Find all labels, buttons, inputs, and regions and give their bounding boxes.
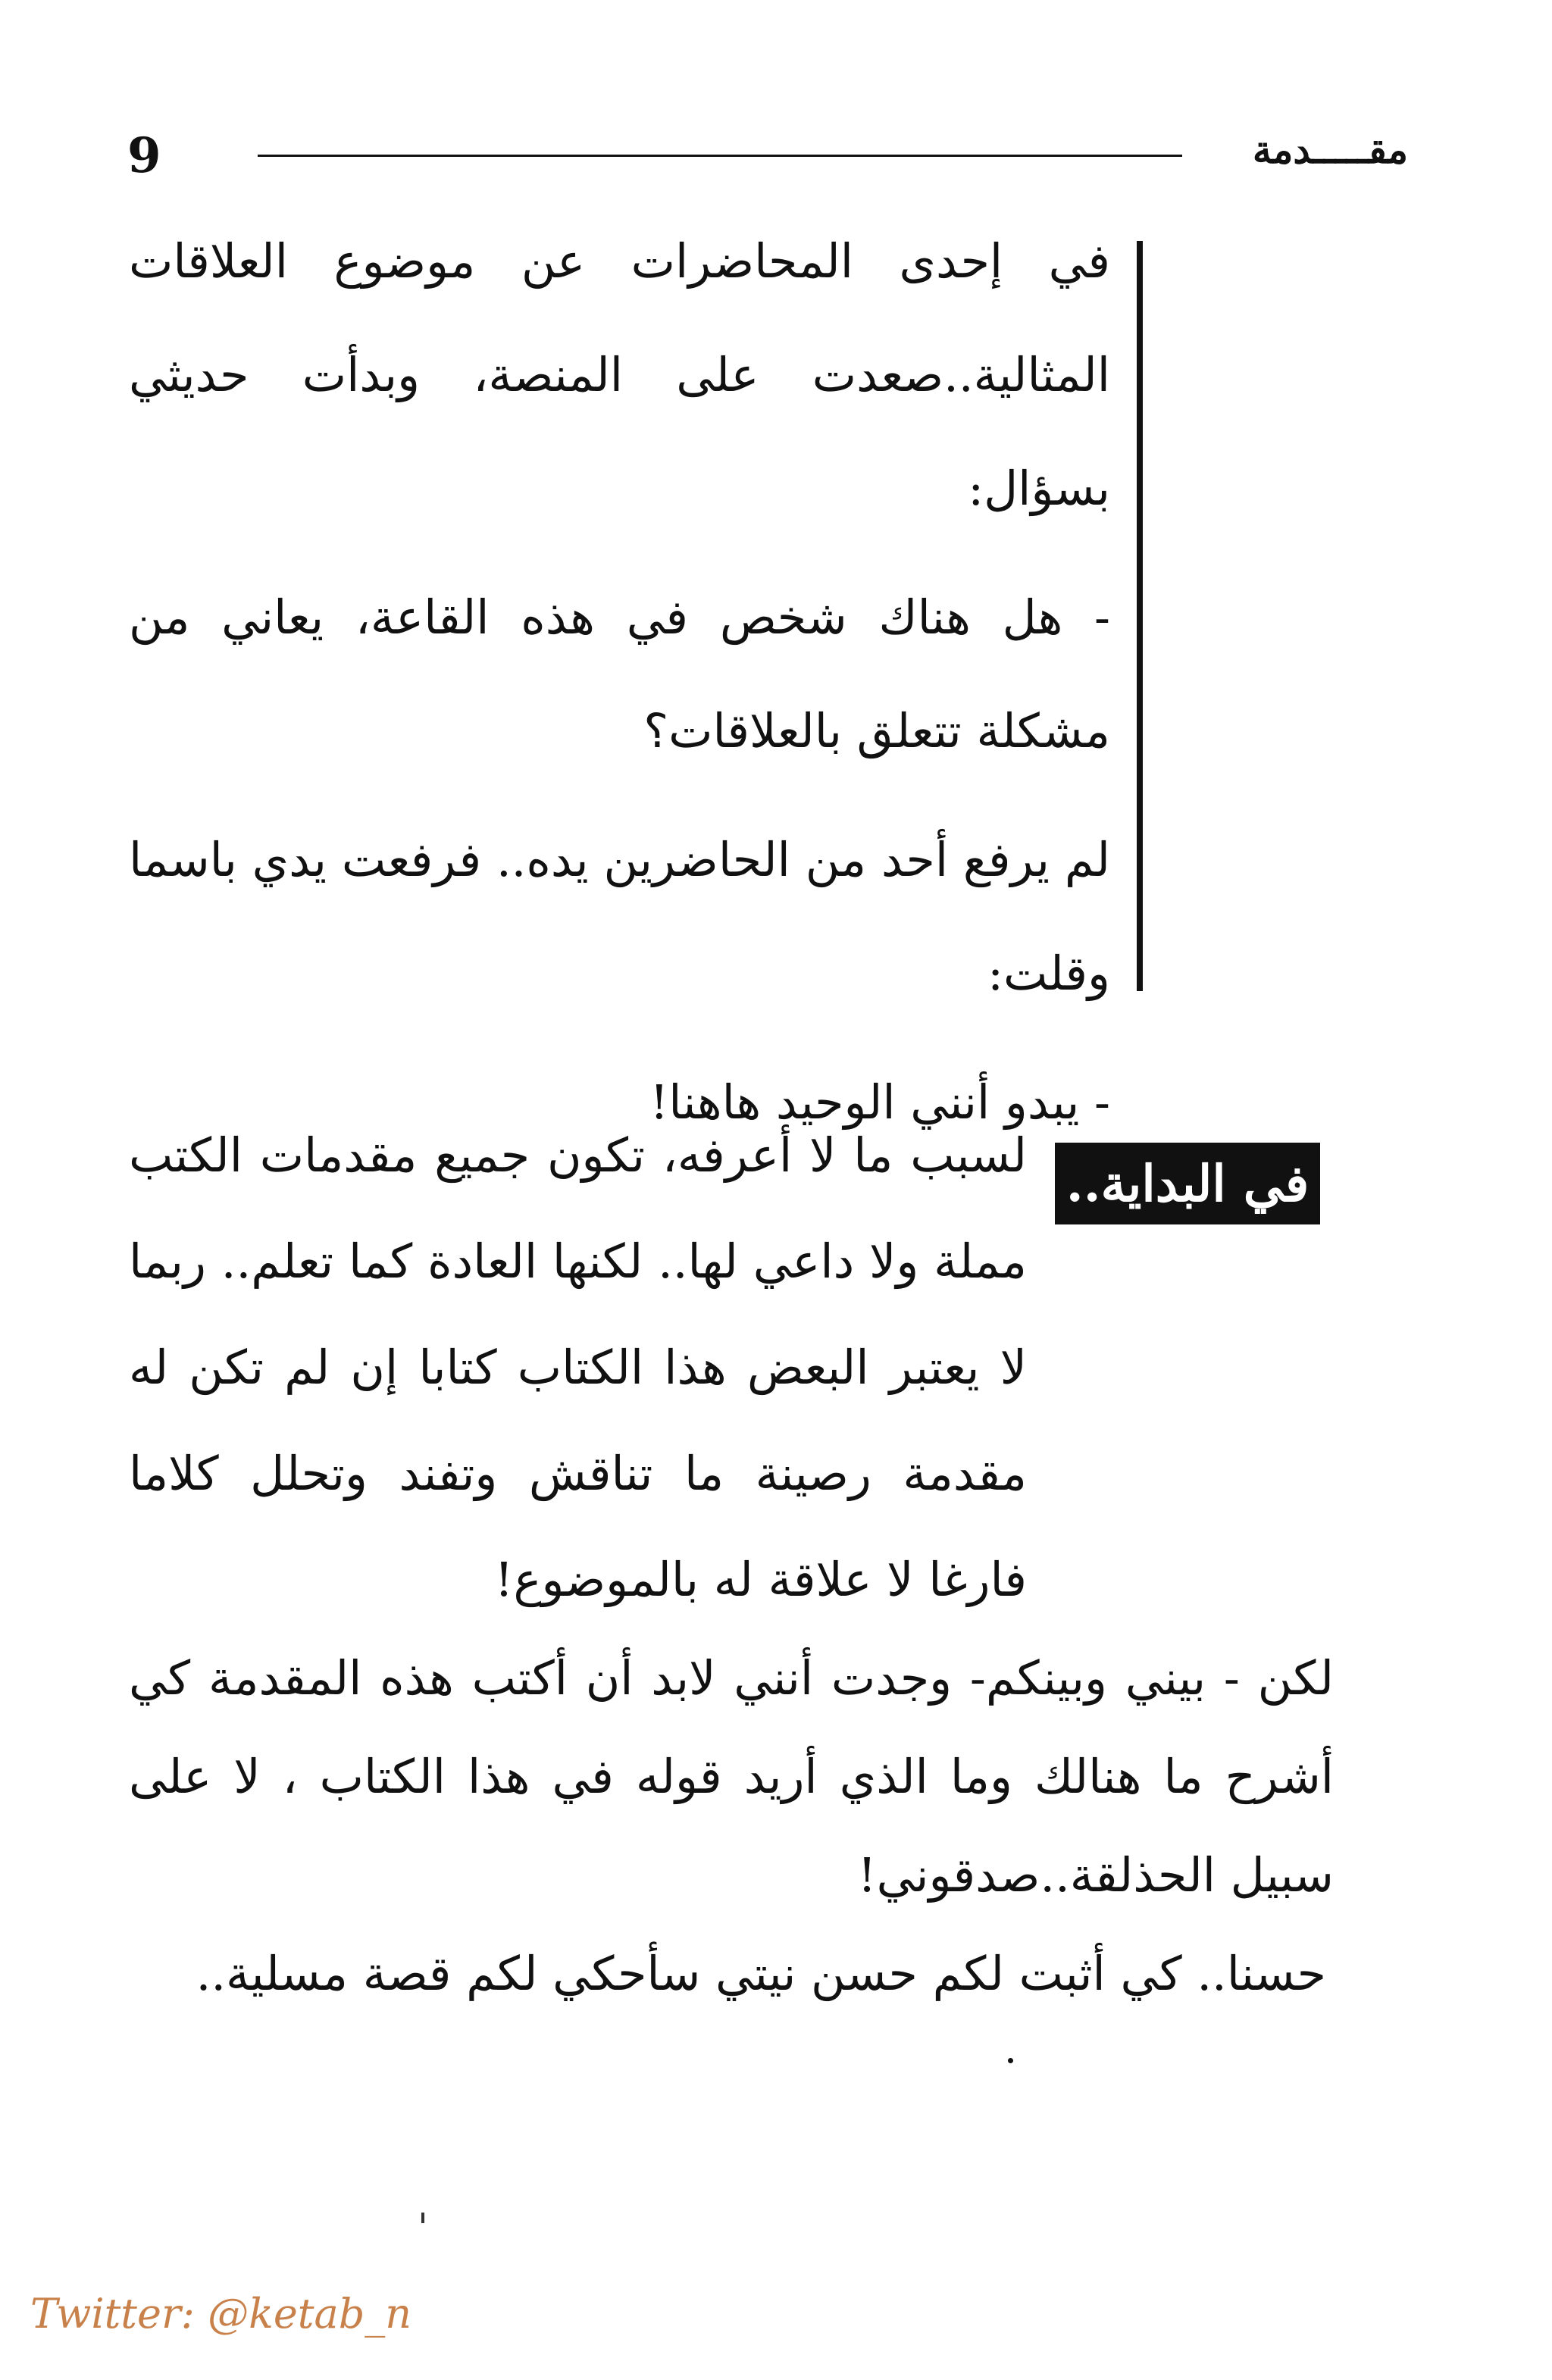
- opening-quote-block: [129, 205, 1110, 1174]
- intro-paragraph: لسبب ما لا أعرفه، تكون جميع مقدمات الكتب مملة ولا داعي لها.. لكنها العادة كما تعلم.. ربما لا يعتبر البعض هذا الكتاب كتابا إن لم تكن له مقدمة رصينة ما تناقش وتفند وتحلل كلاما فارغا لا علاقة له بالموضوع!: [129, 1127, 1027, 1607]
- header-rule: [258, 155, 1182, 157]
- watermark: Twitter: @ketab_n: [30, 2290, 412, 2338]
- page-number: 9: [127, 127, 161, 184]
- quote-paragraph: لم يرفع أحد من الحاضرين يده.. فرفعت يدي باسما وقلت:: [129, 832, 1110, 1001]
- quote-paragraph: في إحدى المحاضرات عن موضوع العلاقات المثالية..صعدت على المنصة، وبدأت حديثي بسؤال:: [129, 233, 1110, 516]
- section-label: في البداية..: [1055, 1143, 1320, 1224]
- chapter-title: مقـــــدمة: [1252, 127, 1408, 172]
- body-paragraph: لكن - بيني وبينكم- وجدت أنني لابد أن أكتب هذه المقدمة كي أشرح ما هنالك وما الذي أريد قوله في هذا الكتاب ، لا على سبيل الحذلقة..صدقوني!: [129, 1650, 1334, 1903]
- quote-paragraph: - يبدو أنني الوحيد هاهنا!: [649, 1074, 1110, 1130]
- quote-paragraph: - هل هناك شخص في هذه القاعة، يعاني من مشكلة تتعلق بالعلاقات؟: [129, 590, 1110, 758]
- quote-bar: [1137, 241, 1143, 991]
- print-speck: [1008, 2058, 1013, 2063]
- closing-paragraph: حسنا.. كي أثبت لكم حسن نيتي سأحكي لكم قصة مسلية..: [196, 1946, 1326, 2001]
- print-speck: [421, 2213, 424, 2223]
